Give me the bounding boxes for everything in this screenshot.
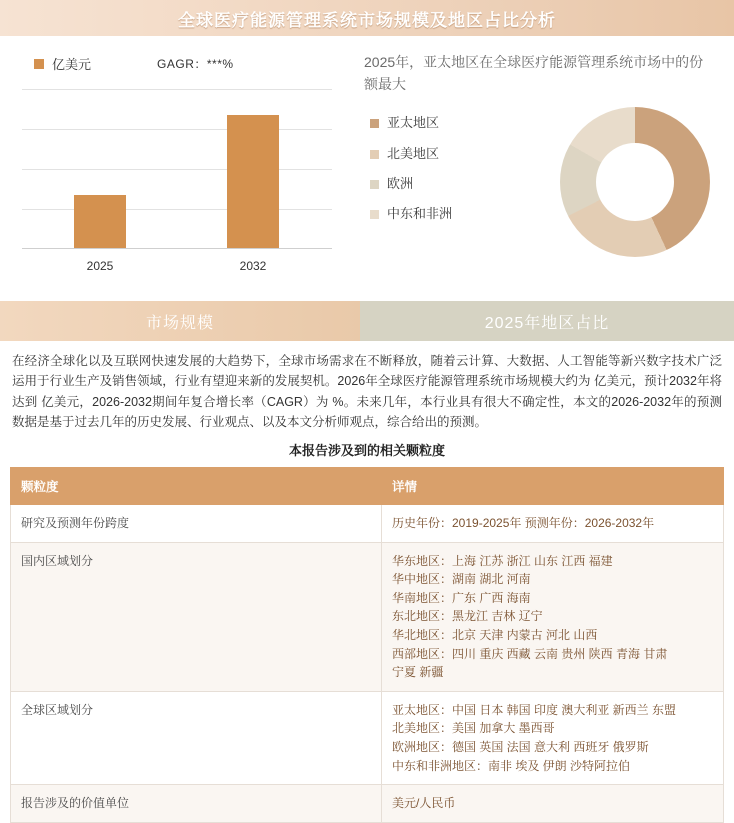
gridline [22, 169, 332, 170]
pie-chart-title: 2025年，亚太地区在全球医疗能源管理系统市场中的份额最大 [364, 54, 704, 92]
table-row [11, 505, 724, 543]
detail-line: 历史年份：2019-2025年 预测年份：2026-2032年 [392, 516, 655, 530]
cell-granularity: 国内区域划分 [11, 542, 382, 691]
pie-chart-panel [360, 36, 734, 301]
cell-granularity: 报告涉及的价值单位 [11, 785, 382, 823]
legend-item-europe [370, 176, 452, 192]
cell-granularity: 全球区域划分 [11, 691, 382, 784]
band-market-size [0, 301, 360, 341]
legend-label: 北美地区 [387, 145, 440, 161]
cell-details [382, 785, 724, 823]
table-header-details: 详情 [382, 468, 724, 505]
x-tick-label: 2032 [239, 259, 267, 273]
bar-2025 [74, 195, 126, 248]
bar-2032 [227, 115, 279, 248]
page-title: 全球医疗能源管理系统市场规模及地区占比分析 [178, 10, 556, 30]
cell-details [382, 542, 724, 691]
table-row [11, 691, 724, 784]
bar-chart-x-labels [22, 259, 332, 277]
table-row [11, 542, 724, 691]
legend-swatch-icon [370, 180, 379, 189]
bar-chart-legend [34, 54, 360, 73]
band-right-label: 2025年地区占比 [484, 314, 610, 332]
legend-label: 亚太地区 [387, 115, 440, 131]
gridline [22, 209, 332, 210]
section-band [0, 301, 734, 341]
donut-hole [596, 143, 674, 221]
legend-swatch-icon [34, 59, 44, 69]
table-row [11, 785, 724, 823]
detail-line: 华南地区：广东 广西 海南 [392, 590, 531, 605]
band-left-label: 市场规模 [145, 314, 214, 332]
detail-line: 华北地区：北京 天津 内蒙古 河北 山西 [392, 627, 598, 642]
summary-paragraph: 在经济全球化以及互联网快速发展的大趋势下，全球市场需求在不断释放，随着云计算、大数据、人工智能等新兴数字技术广泛运用于行业生产及销售领域，行业有望迎来新的发展契机。2026年全球医疗能源管理系统市场规模大约为 亿美元，预计2032年将达到 亿美元，2026-2032期间年复合增长率（CAGR）为 %。未来几年，本行业具有很大不确定性，本文的2026-2032年的预测数据是基于过去几年的历史发展、行业观点、以及本文分析师观点，综合给出的预测。 [12, 354, 722, 429]
legend-item-apac [370, 115, 452, 131]
x-tick-label: 2025 [86, 259, 114, 273]
legend-label: 欧洲 [387, 175, 414, 191]
table-header-granularity: 颗粒度 [11, 468, 382, 505]
cell-details [382, 691, 724, 784]
detail-line: 西部地区：四川 重庆 西藏 云南 贵州 陕西 青海 甘肃 [392, 646, 668, 661]
legend-swatch-icon [370, 210, 379, 219]
cell-granularity: 研究及预测年份跨度 [11, 505, 382, 543]
legend-label: 中东和非洲 [387, 206, 453, 222]
donut-chart [360, 103, 734, 273]
cagr-label: GAGR：***% [157, 57, 234, 71]
legend-swatch-icon [370, 150, 379, 159]
bar-chart-plot [22, 89, 332, 249]
x-axis [22, 248, 332, 249]
page-header [0, 0, 734, 36]
table-header-row [11, 468, 724, 505]
detail-line: 亚太地区：中国 日本 韩国 印度 澳大利亚 新西兰 东盟 [392, 702, 677, 717]
detail-line: 中东和非洲地区：南非 埃及 伊朗 沙特阿拉伯 [392, 758, 631, 773]
detail-line: 美元/人民币 [392, 796, 456, 811]
detail-line: 华东地区：上海 江苏 浙江 山东 江西 福建 [392, 553, 613, 568]
detail-line: 欧洲地区：德国 英国 法国 意大利 西班牙 俄罗斯 [392, 739, 649, 754]
granularity-table [10, 467, 724, 823]
legend-swatch-icon [370, 119, 379, 128]
gridline [22, 89, 332, 90]
detail-line: 北美地区：美国 加拿大 墨西哥 [392, 721, 555, 736]
charts-row [0, 36, 734, 301]
detail-line: 华中地区：湖南 湖北 河南 [392, 572, 531, 587]
legend-item-mea [370, 206, 452, 222]
detail-line: 东北地区：黑龙江 吉林 辽宁 [392, 609, 543, 624]
legend-item-north-america [370, 146, 452, 162]
bar-chart-panel [0, 36, 360, 301]
gridline [22, 129, 332, 130]
table-caption: 本报告涉及到的相关颗粒度 [288, 443, 445, 458]
detail-line: 宁夏 新疆 [392, 665, 444, 680]
cell-details [382, 505, 724, 543]
pie-chart-legend [370, 115, 452, 236]
bar-legend-label: 亿美元 [52, 57, 92, 72]
band-region-share [360, 301, 734, 341]
